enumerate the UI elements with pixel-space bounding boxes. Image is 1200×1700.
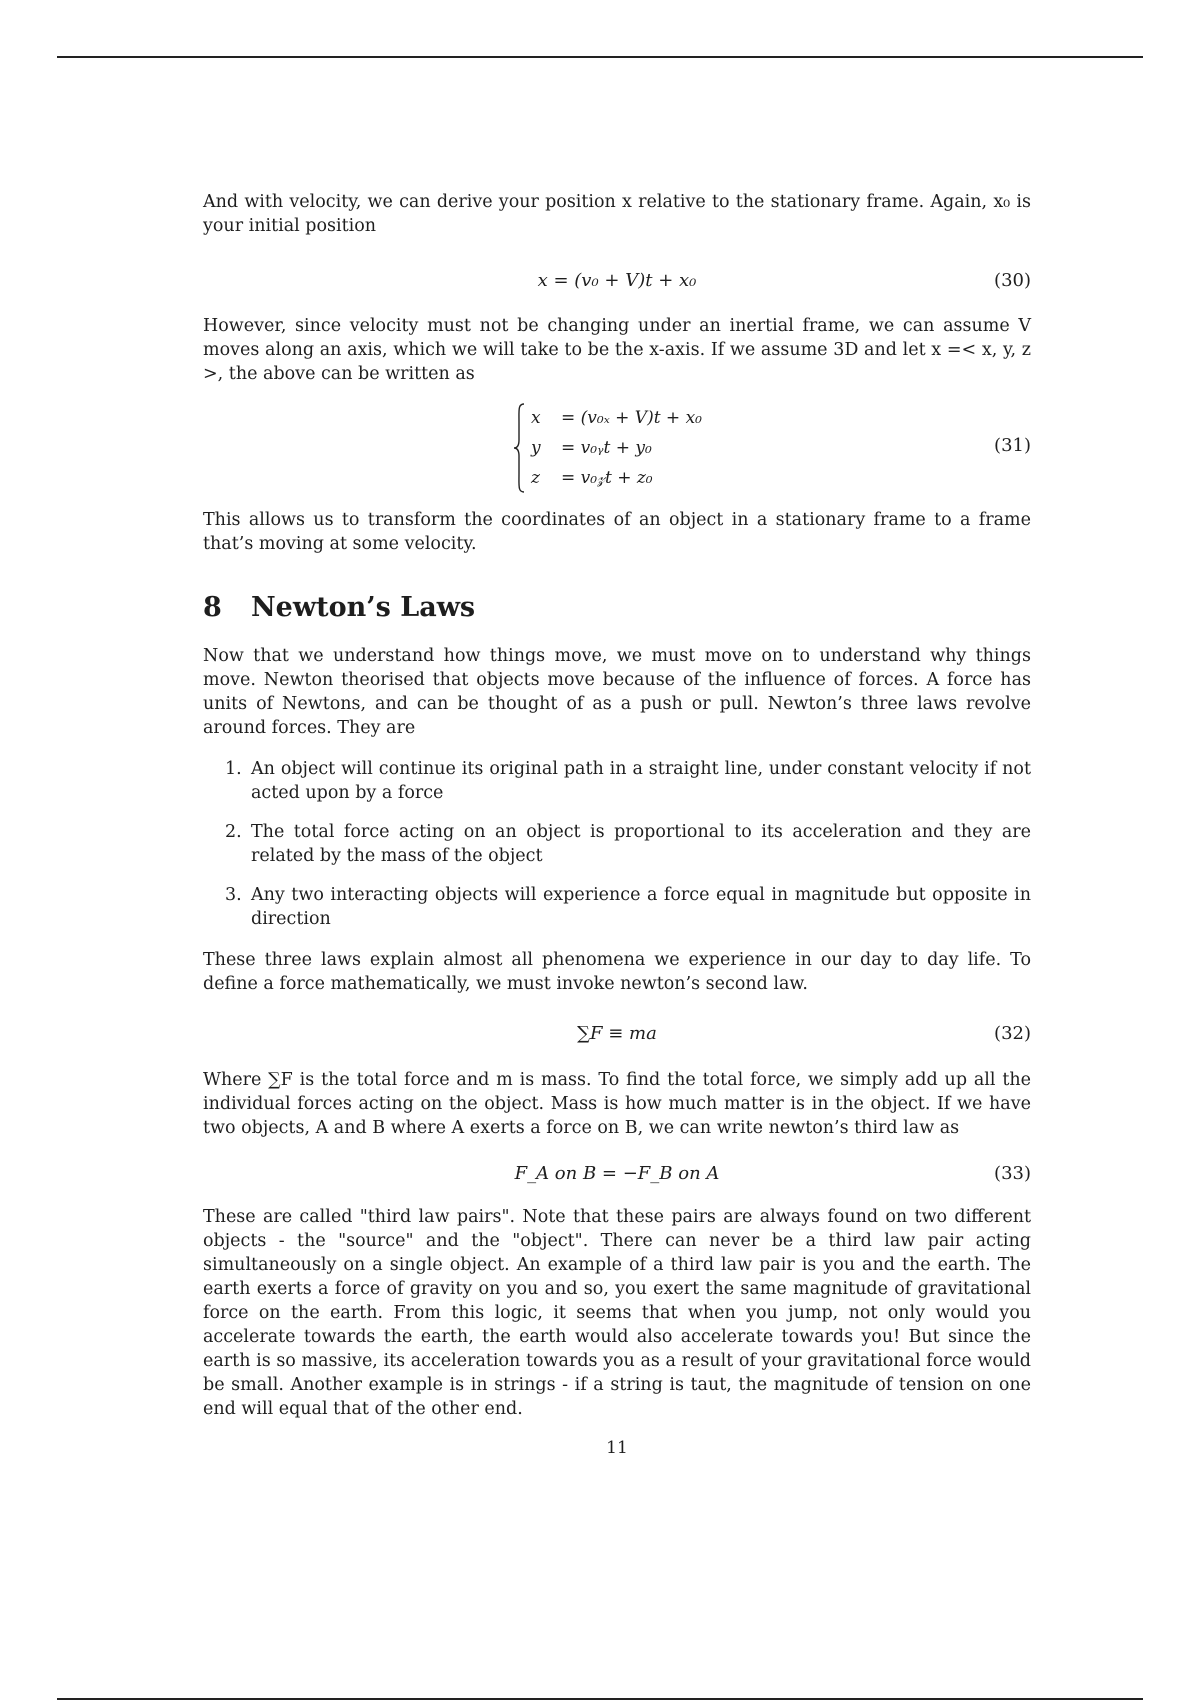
- list-item-text: The total force acting on an object is proportional to its acceleration and they are related by the mass of the object: [251, 822, 1031, 866]
- paragraph-total-force: Where ∑F is the total force and m is mass. To find the total force, we simply add up all the individual forces acting on the object. Mass is how much matter is in the object. If we have two objects, A and B where A exerts a force on B, we can write newton’s third law as: [203, 1070, 1031, 1138]
- list-item: [225, 883, 1031, 931]
- equation-30-body: x = (v₀ + V)t + x₀: [537, 270, 697, 291]
- equation-31-number-line: [203, 432, 1031, 460]
- paragraph-second-law-intro: These three laws explain almost all phenomena we experience in our day to day life. To define a force mathematically, we must invoke newton’s second law.: [203, 950, 1031, 994]
- section-number: 8: [203, 592, 222, 623]
- list-marker: 3.: [225, 885, 242, 905]
- equation-rhs: = (v₀ₓ + V)t + x₀: [561, 408, 702, 428]
- paragraph-inertial-frame: However, since velocity must not be changing under an inertial frame, we can assume V moves along an axis, which we will take to be the x-axis. If we assume 3D and let x =< x, y, z >, the above can be written as: [203, 316, 1031, 384]
- equation-lhs: y: [531, 438, 541, 458]
- equation-33: [203, 1160, 1031, 1188]
- list-marker: 1.: [225, 759, 242, 779]
- paragraph-position-intro: And with velocity, we can derive your position x relative to the stationary frame. Again, x₀ is your initial position: [203, 192, 1031, 236]
- equation-lhs: x: [531, 408, 541, 428]
- equation-32: [203, 1020, 1031, 1048]
- paragraph-newton-intro: Now that we understand how things move, we must move on to understand why things move. Newton theorised that objects move because of the influence of forces. A force has units of Newtons, and can be thought of as a push or pull. Newton’s three laws revolve around forces. They are: [203, 646, 1031, 738]
- equation-number: (30): [994, 270, 1031, 291]
- paragraph-third-law-pairs: These are called "third law pairs". Note that these pairs are always found on two different objects - the "source" and the "object". There can never be a third law pair acting simultaneously on a single object. An example of a third law pair is you and the earth. The earth exerts a force of gravity on you and so, you exert the same magnitude of gravitational force on the earth. From this logic, it seems that when you jump, not only would you accelerate towards the earth, the earth would also accelerate towards you! But since the earth is so massive, its acceleration towards you as a result of your gravitational force would be small. Another example is in strings - if a string is taut, the magnitude of tension on one end will equal that of the other end.: [203, 1207, 1031, 1419]
- equation-31-row-x: [531, 404, 702, 432]
- page-number: 11: [606, 1438, 628, 1458]
- equation-rhs: = v₀ᵧt + y₀: [561, 438, 652, 458]
- section-heading: [203, 588, 1031, 628]
- list-item: [225, 820, 1031, 868]
- equation-32-body: ∑F ≡ ma: [577, 1023, 657, 1044]
- equation-number: (31): [994, 435, 1031, 456]
- equation-lhs: z: [531, 468, 540, 488]
- equation-33-body: F_A on B = −F_B on A: [514, 1163, 720, 1184]
- list-marker: 2.: [225, 822, 242, 842]
- section-title: Newton’s Laws: [251, 592, 476, 623]
- header-rule: [57, 56, 1143, 58]
- list-item: [225, 757, 1031, 805]
- paragraph-transform: This allows us to transform the coordinates of an object in a stationary frame to a frame that’s moving at some velocity.: [203, 510, 1031, 554]
- equation-number: (32): [994, 1023, 1031, 1044]
- list-item-text: Any two interacting objects will experience a force equal in magnitude but opposite in direction: [251, 885, 1031, 929]
- equation-30: [203, 267, 1031, 295]
- equation-rhs: = v₀𝓏t + z₀: [561, 468, 653, 488]
- equation-31-row-z: [531, 464, 653, 492]
- list-item-text: An object will continue its original path in a straight line, under constant velocity if not acted upon by a force: [251, 759, 1031, 803]
- equation-number: (33): [994, 1163, 1031, 1184]
